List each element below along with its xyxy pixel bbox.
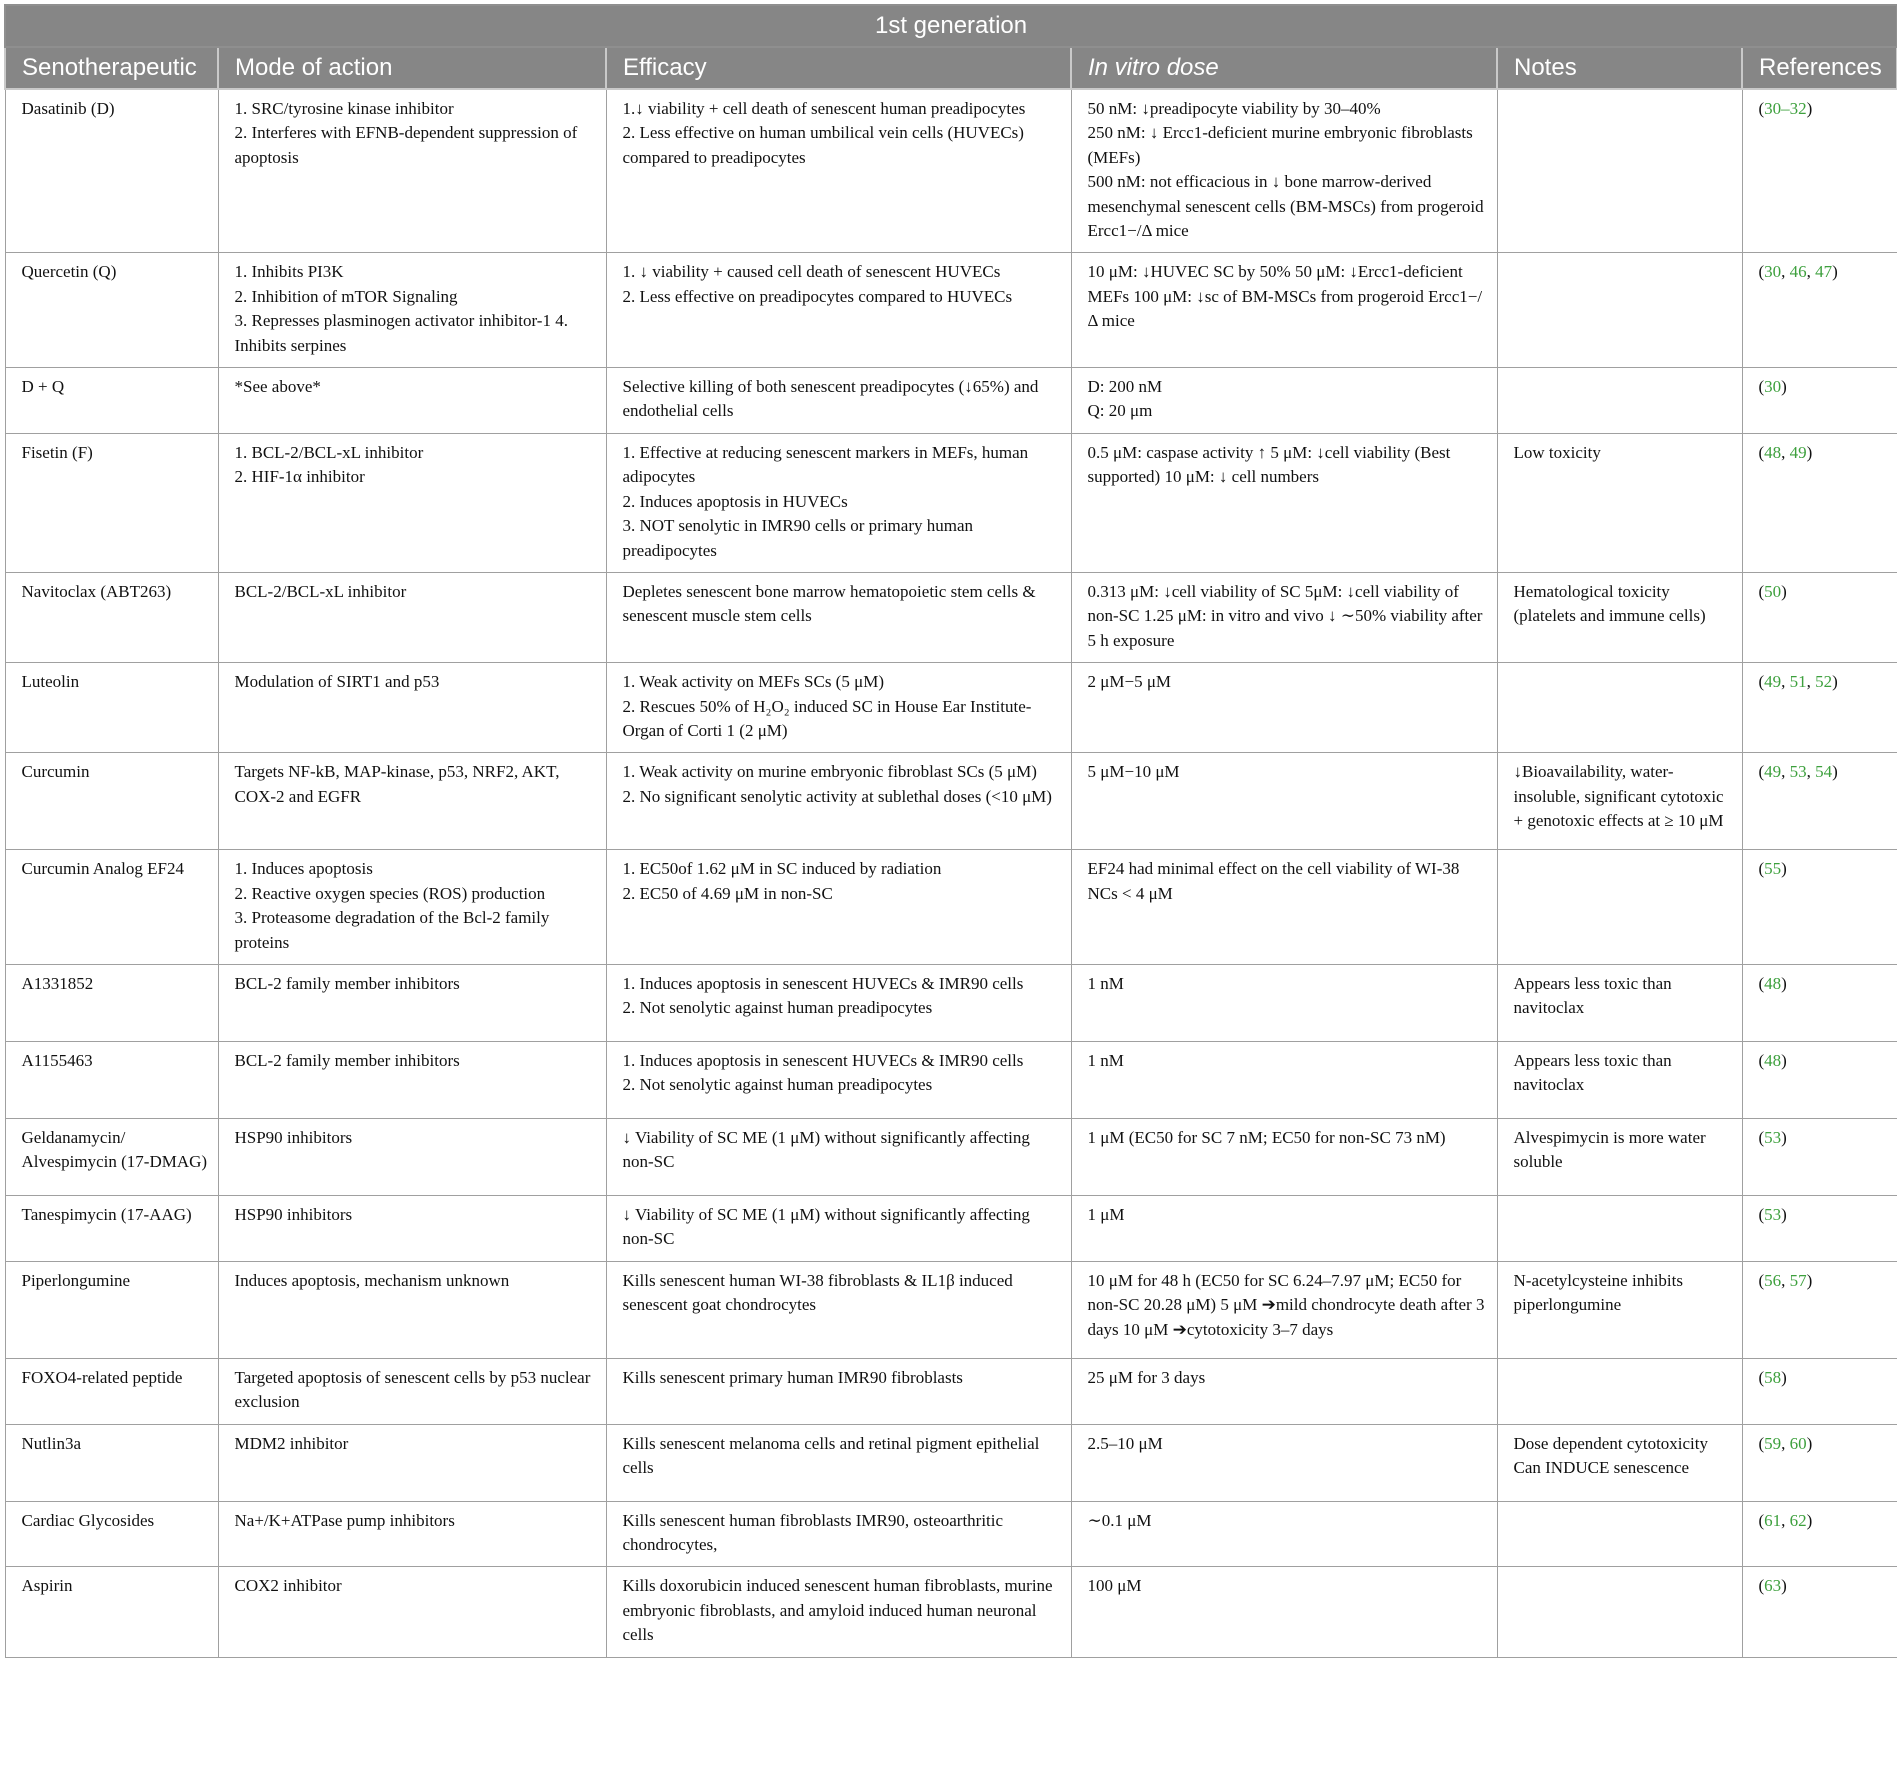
in-vitro-dose-cell xyxy=(1071,1195,1497,1261)
senotherapeutic-name: A1155463 xyxy=(21,1050,93,1070)
efficacy-line: 2. Not senolytic against human preadipocytes xyxy=(622,998,933,1018)
senotherapeutic-cell xyxy=(5,572,218,662)
mode-of-action-cell xyxy=(218,850,606,965)
reference-link[interactable]: 62 xyxy=(1789,1510,1807,1530)
reference-link[interactable]: 53 xyxy=(1764,1204,1782,1224)
generation-row xyxy=(5,5,1897,47)
senotherapeutic-name: Fisetin (F) xyxy=(21,442,93,462)
efficacy-cell xyxy=(606,368,1071,434)
notes-cell xyxy=(1497,253,1742,368)
references-cell: (48) xyxy=(1742,964,1897,1041)
mode-line: *See above* xyxy=(234,377,321,397)
mode-line: 2. HIF-1α inhibitor xyxy=(234,467,365,487)
reference-link[interactable]: 50 xyxy=(1764,581,1782,601)
mode-of-action-cell xyxy=(218,753,606,850)
mode-of-action-cell xyxy=(218,1118,606,1195)
senotherapeutic-cell xyxy=(5,964,218,1041)
notes-cell xyxy=(1497,89,1742,253)
references-cell: (49, 51, 52) xyxy=(1742,663,1897,753)
dose-line: 50 nM: ↓preadipocyte viability by 30–40% xyxy=(1087,99,1381,118)
table-row xyxy=(5,964,1897,1041)
in-vitro-dose-cell xyxy=(1071,964,1497,1041)
references-cell: (53) xyxy=(1742,1195,1897,1261)
efficacy-line: 1.↓ viability + cell death of senescent human preadipocytes xyxy=(622,99,1026,118)
senotherapeutic-name: Curcumin Analog EF24 xyxy=(21,859,184,879)
mode-of-action-cell xyxy=(218,663,606,753)
senotherapeutic-cell xyxy=(5,1424,218,1501)
table-row xyxy=(5,1118,1897,1195)
dose-line: EF24 had minimal effect on the cell viability of WI-38 NCs < 4 μM xyxy=(1087,859,1460,903)
table-row xyxy=(5,89,1897,253)
notes-cell xyxy=(1497,1358,1742,1424)
reference-link[interactable]: 48 xyxy=(1764,1050,1782,1070)
senotherapeutic-cell xyxy=(5,253,218,368)
col-header-efficacy: Efficacy xyxy=(606,47,1071,89)
references-cell: (55) xyxy=(1742,850,1897,965)
reference-link[interactable]: 53 xyxy=(1764,1127,1782,1147)
dose-line: D: 200 nM xyxy=(1087,377,1163,397)
reference-link[interactable]: 48 xyxy=(1764,442,1782,462)
reference-link[interactable]: 49 xyxy=(1789,442,1807,462)
senotherapeutic-name: Curcumin xyxy=(21,762,90,782)
senotherapeutic-cell xyxy=(5,1358,218,1424)
table-row xyxy=(5,663,1897,753)
efficacy-line: Kills senescent human fibroblasts IMR90, osteoarthritic chondrocytes, xyxy=(622,1510,1004,1554)
notes-line: N-acetylcysteine inhibits piperlongumine xyxy=(1513,1270,1683,1315)
header-row xyxy=(5,47,1897,89)
efficacy-line: Kills senescent human WI-38 fibroblasts & IL1β induced senescent goat chondrocytes xyxy=(622,1270,1013,1315)
table-row xyxy=(5,1358,1897,1424)
notes-cell xyxy=(1497,1195,1742,1261)
senotherapeutic-name: Cardiac Glycosides xyxy=(21,1510,155,1530)
mode-line: Targeted apoptosis of senescent cells by p53 nuclear exclusion xyxy=(234,1367,591,1412)
efficacy-line: ↓ Viability of SC ME (1 μM) without significantly affecting non-SC xyxy=(622,1204,1030,1249)
reference-link[interactable]: 51 xyxy=(1789,672,1807,692)
efficacy-line: 2. Rescues 50% of H₂O₂ induced SC in House Ear Institute-Organ of Corti 1 (2 μM) xyxy=(622,696,1032,740)
mode-of-action-cell xyxy=(218,964,606,1041)
efficacy-line: 1. Induces apoptosis in senescent HUVECs & IMR90 cells xyxy=(622,973,1024,993)
in-vitro-dose-cell xyxy=(1071,1501,1497,1567)
in-vitro-dose-cell xyxy=(1071,89,1497,253)
notes-cell xyxy=(1497,663,1742,753)
efficacy-cell xyxy=(606,89,1071,253)
notes-line: ↓Bioavailability, water-insoluble, significant cytotoxic + genotoxic effects at ≥ 10 μM xyxy=(1513,762,1724,831)
senotherapeutic-cell xyxy=(5,850,218,965)
references-cell: (53) xyxy=(1742,1118,1897,1195)
efficacy-cell xyxy=(606,1567,1071,1657)
dose-line: 1 nM xyxy=(1087,1050,1124,1070)
dose-line: ∼0.1 μM xyxy=(1087,1510,1152,1530)
mode-line: 2. Interferes with EFNB-dependent suppression of apoptosis xyxy=(234,123,578,167)
efficacy-line: 1. Effective at reducing senescent markers in MEFs, human adipocytes xyxy=(622,442,1029,487)
table-row xyxy=(5,1424,1897,1501)
mode-line: Na+/K+ATPase pump inhibitors xyxy=(234,1510,455,1530)
senotherapeutic-cell xyxy=(5,433,218,572)
mode-of-action-cell xyxy=(218,368,606,434)
col-header-mode-of-action: Mode of action xyxy=(218,47,606,89)
dose-line: 5 μM−10 μM xyxy=(1087,762,1180,782)
references-cell: (48, 49) xyxy=(1742,433,1897,572)
mode-line: 3. Proteasome degradation of the Bcl-2 family proteins xyxy=(234,908,550,952)
notes-cell xyxy=(1497,1424,1742,1501)
in-vitro-dose-cell xyxy=(1071,663,1497,753)
dose-line: 1 nM xyxy=(1087,973,1124,993)
reference-link[interactable]: 61 xyxy=(1764,1510,1782,1530)
references-cell: (56, 57) xyxy=(1742,1261,1897,1358)
dose-line: Q: 20 μm xyxy=(1087,401,1153,421)
dose-line: 2 μM−5 μM xyxy=(1087,672,1172,692)
senotherapeutic-name: Nutlin3a xyxy=(21,1433,81,1453)
reference-link[interactable]: 63 xyxy=(1764,1576,1782,1596)
in-vitro-dose-cell xyxy=(1071,1041,1497,1118)
table-row xyxy=(5,253,1897,368)
references-cell: (30) xyxy=(1742,368,1897,434)
efficacy-line: 1. Weak activity on murine embryonic fibroblast SCs (5 μM) xyxy=(622,762,1037,782)
efficacy-cell xyxy=(606,572,1071,662)
references-cell: (58) xyxy=(1742,1358,1897,1424)
notes-cell xyxy=(1497,368,1742,434)
notes-cell xyxy=(1497,1118,1742,1195)
efficacy-cell xyxy=(606,850,1071,965)
mode-line: COX2 inhibitor xyxy=(234,1576,342,1596)
notes-cell xyxy=(1497,850,1742,965)
mode-line: BCL-2/BCL-xL inhibitor xyxy=(234,581,407,601)
efficacy-line: Kills senescent melanoma cells and retinal pigment epithelial cells xyxy=(622,1433,1040,1477)
mode-of-action-cell xyxy=(218,572,606,662)
mode-line: HSP90 inhibitors xyxy=(234,1204,353,1224)
col-header-notes: Notes xyxy=(1497,47,1742,89)
references-cell: (49, 53, 54) xyxy=(1742,753,1897,850)
efficacy-cell xyxy=(606,1358,1071,1424)
table-row xyxy=(5,1041,1897,1118)
mode-line: Targets NF-kB, MAP-kinase, p53, NRF2, AKT, COX-2 and EGFR xyxy=(234,762,560,806)
mode-line: 3. Represses plasminogen activator inhibitor-1 4. Inhibits serpines xyxy=(234,311,568,355)
table-row xyxy=(5,572,1897,662)
col-header-in-vitro-dose-text: In vitro dose xyxy=(1088,53,1219,81)
mode-of-action-cell xyxy=(218,89,606,253)
efficacy-line: 1. Induces apoptosis in senescent HUVECs & IMR90 cells xyxy=(622,1050,1024,1070)
dose-line: 0.5 μM: caspase activity ↑ 5 μM: ↓cell viability (Best supported) 10 μM: ↓ cell numbers xyxy=(1087,442,1451,487)
in-vitro-dose-cell xyxy=(1071,572,1497,662)
efficacy-line: 3. NOT senolytic in IMR90 cells or primary human preadipocytes xyxy=(622,516,973,560)
in-vitro-dose-cell xyxy=(1071,253,1497,368)
dose-line: 25 μM for 3 days xyxy=(1087,1367,1206,1387)
mode-line: 1. Induces apoptosis xyxy=(234,859,373,879)
dose-line: 10 μM for 48 h (EC50 for SC 6.24–7.97 μM; EC50 for non-SC 20.28 μM) 5 μM ➔mild chondrocyte death after 3 days 10 μM ➔cytotoxicity 3–7 days xyxy=(1087,1270,1485,1339)
efficacy-line: 1. Weak activity on MEFs SCs (5 μM) xyxy=(622,672,884,692)
senotherapeutic-name: D + Q xyxy=(21,377,65,397)
reference-link[interactable]: 30 xyxy=(1764,377,1782,397)
in-vitro-dose-cell xyxy=(1071,1424,1497,1501)
reference-link[interactable]: 52 xyxy=(1815,672,1833,692)
efficacy-cell xyxy=(606,1041,1071,1118)
mode-of-action-cell xyxy=(218,1358,606,1424)
mode-of-action-cell xyxy=(218,1501,606,1567)
notes-cell xyxy=(1497,1501,1742,1567)
efficacy-line: Depletes senescent bone marrow hematopoietic stem cells & senescent muscle stem cells xyxy=(622,581,1036,626)
table-row xyxy=(5,1195,1897,1261)
senotherapeutic-name: Luteolin xyxy=(21,672,80,692)
reference-link[interactable]: 46 xyxy=(1789,262,1807,282)
notes-line: Alvespimycin is more water soluble xyxy=(1513,1127,1706,1172)
efficacy-line: Selective killing of both senescent preadipocytes (↓65%) and endothelial cells xyxy=(622,377,1039,421)
notes-line: Low toxicity xyxy=(1513,442,1601,462)
references-cell: (30, 46, 47) xyxy=(1742,253,1897,368)
mode-of-action-cell xyxy=(218,1567,606,1657)
efficacy-line: 2. Less effective on preadipocytes compared to HUVECs xyxy=(622,286,1013,306)
mode-line: 1. Inhibits PI3K xyxy=(234,262,344,282)
efficacy-cell xyxy=(606,1424,1071,1501)
mode-of-action-cell xyxy=(218,1424,606,1501)
references-cell: (63) xyxy=(1742,1567,1897,1657)
senotherapeutic-cell xyxy=(5,663,218,753)
efficacy-cell xyxy=(606,1261,1071,1358)
in-vitro-dose-cell xyxy=(1071,1118,1497,1195)
col-header-senotherapeutic: Senotherapeutic xyxy=(5,47,218,89)
in-vitro-dose-cell xyxy=(1071,433,1497,572)
senotherapeutic-name: Navitoclax (ABT263) xyxy=(21,581,172,601)
efficacy-cell xyxy=(606,1118,1071,1195)
reference-link[interactable]: 56 xyxy=(1764,1270,1782,1290)
mode-line: Modulation of SIRT1 and p53 xyxy=(234,672,440,692)
in-vitro-dose-cell xyxy=(1071,753,1497,850)
reference-link[interactable]: 30 xyxy=(1764,262,1782,282)
dose-line: 250 nM: ↓ Ercc1-deficient murine embryonic fibroblasts (MEFs) xyxy=(1087,123,1473,167)
notes-cell xyxy=(1497,572,1742,662)
efficacy-cell xyxy=(606,663,1071,753)
mode-line: 1. SRC/tyrosine kinase inhibitor xyxy=(234,99,454,118)
senotherapeutic-name: A1331852 xyxy=(21,973,94,993)
mode-line: BCL-2 family member inhibitors xyxy=(234,973,460,993)
senotherapeutic-name: Aspirin xyxy=(21,1576,73,1596)
dose-line: 500 nM: not efficacious in ↓ bone marrow-derived mesenchymal senescent cells (BM-MSCs) from progeroid Ercc1−/Δ mice xyxy=(1087,172,1484,241)
mode-line: HSP90 inhibitors xyxy=(234,1127,353,1147)
reference-link[interactable]: 47 xyxy=(1815,262,1833,282)
notes-line: Appears less toxic than navitoclax xyxy=(1513,973,1672,1018)
notes-cell xyxy=(1497,964,1742,1041)
mode-line: MDM2 inhibitor xyxy=(234,1433,349,1453)
senotherapeutic-cell xyxy=(5,368,218,434)
efficacy-line: 2. No significant senolytic activity at sublethal doses (<10 μM) xyxy=(622,786,1052,806)
notes-cell xyxy=(1497,753,1742,850)
dose-line: 1 μM (EC50 for SC 7 nM; EC50 for non-SC 73 nM) xyxy=(1087,1127,1446,1147)
table-body xyxy=(5,89,1897,1657)
senotherapeutic-name: FOXO4-related peptide xyxy=(21,1367,183,1387)
notes-cell xyxy=(1497,1261,1742,1358)
reference-link[interactable]: 48 xyxy=(1764,973,1782,993)
senotherapeutic-cell xyxy=(5,1195,218,1261)
senotherapeutic-name: Geldanamycin/ Alvespimycin (17-DMAG) xyxy=(21,1127,208,1172)
table-row xyxy=(5,753,1897,850)
dose-line: 10 μM: ↓HUVEC SC by 50% 50 μM: ↓Ercc1-deficient MEFs 100 μM: ↓sc of BM-MSCs from progeroid Ercc1−/Δ mice xyxy=(1087,262,1483,331)
senotherapeutic-cell xyxy=(5,1567,218,1657)
col-header-in-vitro-dose xyxy=(1071,47,1497,89)
references-cell: (30–32) xyxy=(1742,89,1897,253)
mode-line: 2. Inhibition of mTOR Signaling xyxy=(234,286,458,306)
reference-link[interactable]: 58 xyxy=(1764,1367,1782,1387)
dose-line: 2.5–10 μM xyxy=(1087,1433,1163,1453)
mode-line: BCL-2 family member inhibitors xyxy=(234,1050,460,1070)
in-vitro-dose-cell xyxy=(1071,1567,1497,1657)
notes-cell xyxy=(1497,1567,1742,1657)
senotherapeutic-name: Tanespimycin (17-AAG) xyxy=(21,1204,192,1224)
table-row xyxy=(5,850,1897,965)
mode-of-action-cell xyxy=(218,253,606,368)
mode-line: Induces apoptosis, mechanism unknown xyxy=(234,1270,510,1290)
dose-line: 0.313 μM: ↓cell viability of SC 5μM: ↓cell viability of non-SC 1.25 μM: in vitro and vivo ↓ ∼50% viability after 5 h exposure xyxy=(1087,581,1483,650)
generation-title: 1st generation xyxy=(5,5,1897,47)
senotherapeutic-cell xyxy=(5,1261,218,1358)
senotherapeutic-cell xyxy=(5,753,218,850)
reference-link[interactable]: 57 xyxy=(1789,1270,1807,1290)
efficacy-line: 1. EC50of 1.62 μM in SC induced by radiation xyxy=(622,859,942,879)
efficacy-line: Kills doxorubicin induced senescent human fibroblasts, murine embryonic fibroblasts, and amyloid induced human neuronal cells xyxy=(622,1576,1053,1645)
senotherapeutic-cell xyxy=(5,1501,218,1567)
efficacy-cell xyxy=(606,753,1071,850)
reference-link[interactable]: 53 xyxy=(1789,762,1807,782)
senotherapeutic-name: Piperlongumine xyxy=(21,1270,131,1290)
notes-cell xyxy=(1497,433,1742,572)
efficacy-cell xyxy=(606,964,1071,1041)
reference-link[interactable]: 49 xyxy=(1764,762,1782,782)
table-row xyxy=(5,368,1897,434)
reference-link[interactable]: 54 xyxy=(1815,762,1833,782)
senotherapeutic-cell xyxy=(5,89,218,253)
senotherapeutic-name: Dasatinib (D) xyxy=(21,99,115,118)
efficacy-line: Kills senescent primary human IMR90 fibroblasts xyxy=(622,1367,963,1387)
efficacy-line: 2. Less effective on human umbilical vein cells (HUVECs) compared to preadipocytes xyxy=(622,123,1024,167)
references-cell: (61, 62) xyxy=(1742,1501,1897,1567)
mode-of-action-cell xyxy=(218,1261,606,1358)
mode-line: 2. Reactive oxygen species (ROS) production xyxy=(234,883,546,903)
efficacy-line: ↓ Viability of SC ME (1 μM) without significantly affecting non-SC xyxy=(622,1127,1030,1172)
notes-line: Hematological toxicity (platelets and immune cells) xyxy=(1513,581,1706,626)
references-cell: (48) xyxy=(1742,1041,1897,1118)
senotherapeutics-table xyxy=(4,4,1897,1658)
notes-cell xyxy=(1497,1041,1742,1118)
reference-link[interactable]: 59 xyxy=(1764,1433,1782,1453)
efficacy-cell xyxy=(606,1195,1071,1261)
efficacy-line: 1. ↓ viability + caused cell death of senescent HUVECs xyxy=(622,262,1001,282)
references-cell: (50) xyxy=(1742,572,1897,662)
table-row xyxy=(5,1261,1897,1358)
senotherapeutic-cell xyxy=(5,1041,218,1118)
dose-line: 100 μM xyxy=(1087,1576,1142,1596)
efficacy-line: 2. Induces apoptosis in HUVECs xyxy=(622,491,848,511)
efficacy-cell xyxy=(606,253,1071,368)
table-row xyxy=(5,1567,1897,1657)
mode-of-action-cell xyxy=(218,1195,606,1261)
reference-link[interactable]: 30–32 xyxy=(1764,99,1807,118)
col-header-references: References xyxy=(1742,47,1897,89)
efficacy-line: 2. Not senolytic against human preadipocytes xyxy=(622,1075,933,1095)
efficacy-cell xyxy=(606,433,1071,572)
mode-of-action-cell xyxy=(218,1041,606,1118)
in-vitro-dose-cell xyxy=(1071,850,1497,965)
efficacy-line: 2. EC50 of 4.69 μM in non-SC xyxy=(622,883,833,903)
notes-line: Appears less toxic than navitoclax xyxy=(1513,1050,1672,1095)
reference-link[interactable]: 60 xyxy=(1789,1433,1807,1453)
dose-line: 1 μM xyxy=(1087,1204,1125,1224)
senotherapeutic-name: Quercetin (Q) xyxy=(21,262,117,282)
senotherapeutic-cell xyxy=(5,1118,218,1195)
reference-link[interactable]: 55 xyxy=(1764,859,1782,879)
mode-of-action-cell xyxy=(218,433,606,572)
references-cell: (59, 60) xyxy=(1742,1424,1897,1501)
notes-line: Can INDUCE senescence xyxy=(1513,1458,1690,1477)
in-vitro-dose-cell xyxy=(1071,1261,1497,1358)
table-row xyxy=(5,1501,1897,1567)
in-vitro-dose-cell xyxy=(1071,1358,1497,1424)
notes-line: Dose dependent cytotoxicity xyxy=(1513,1433,1709,1453)
table-row xyxy=(5,433,1897,572)
reference-link[interactable]: 49 xyxy=(1764,672,1782,692)
in-vitro-dose-cell xyxy=(1071,368,1497,434)
efficacy-cell xyxy=(606,1501,1071,1567)
mode-line: 1. BCL-2/BCL-xL inhibitor xyxy=(234,442,424,462)
